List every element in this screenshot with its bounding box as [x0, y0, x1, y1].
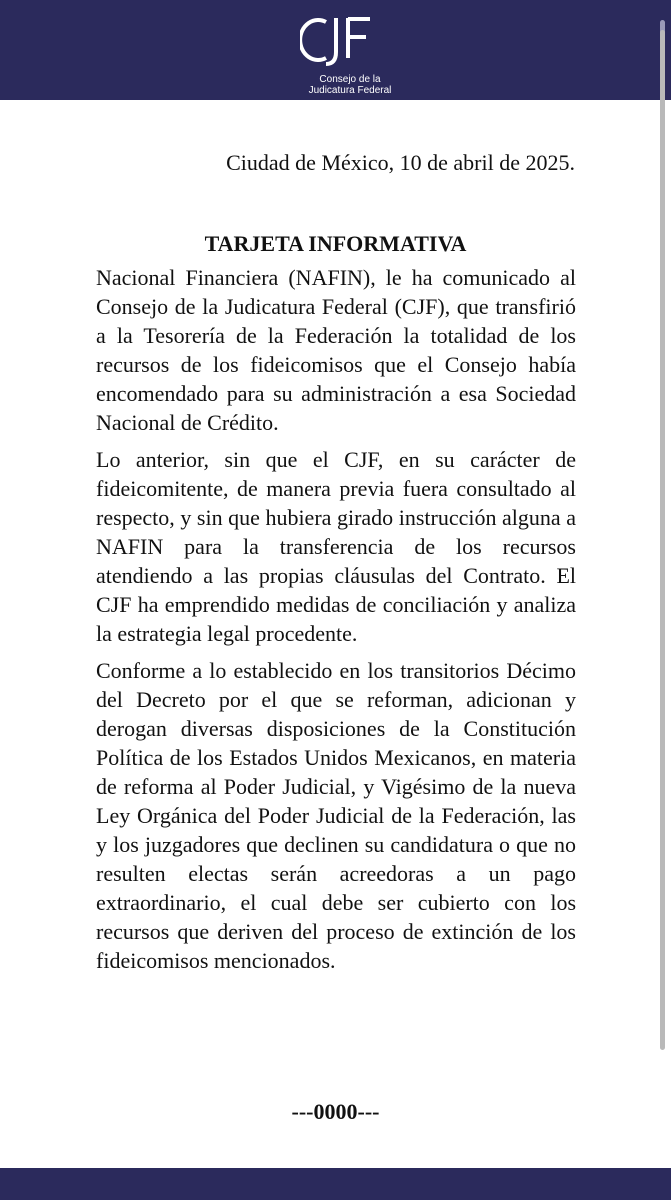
document-body [96, 263, 576, 983]
document-title: TARJETA INFORMATIVA [204, 231, 467, 256]
end-mark: ---0000--- [291, 1099, 380, 1124]
logo-caption [300, 74, 400, 96]
cjf-logo [300, 12, 390, 96]
paragraph: Nacional Financiera (NAFIN), le ha comunicado al Consejo de la Judicatura Federal (CJF), que transfirió a la Tesorería de la Federación la totalidad de los recursos de los fideicomisos que el Consejo había encomendado para su administración a esa Sociedad Nacional de Crédito. [96, 265, 576, 435]
footer-bar [0, 1168, 671, 1200]
paragraph: Conforme a lo establecido en los transitorios Décimo del Decreto por el que se reforman, adicionan y derogan diversas disposiciones de la Constitución Política de los Estados Unidos Mexicanos, en materia de reforma al Poder Judicial, y Vigésimo de la nueva Ley Orgánica del Poder Judicial de la Federación, las y los juzgadores que declinen su candidatura o que no resulten electas serán acreedoras a un pago extraordinario, el cual debe ser cubierto con los recursos que deriven del proceso de extinción de los fideicomisos mencionados. [96, 658, 576, 973]
scrollbar-thumb[interactable] [660, 30, 665, 1050]
logo-caption-line2: Judicatura Federal [308, 85, 392, 96]
header-bar [0, 0, 671, 100]
cjf-logo-mark [300, 12, 390, 74]
paragraph: Lo anterior, sin que el CJF, en su carácter de fideicomitente, de manera previa fuera consultado al respecto, y sin que hubiera girado instrucción alguna a NAFIN para la transferencia de los recursos atendiendo a las propias cláusulas del Contrato. El CJF ha emprendido medidas de conciliación y analiza la estrategia legal procedente. [96, 447, 576, 646]
logo-caption-line1: Consejo de la [319, 74, 381, 85]
document-date: Ciudad de México, 10 de abril de 2025. [226, 150, 575, 175]
